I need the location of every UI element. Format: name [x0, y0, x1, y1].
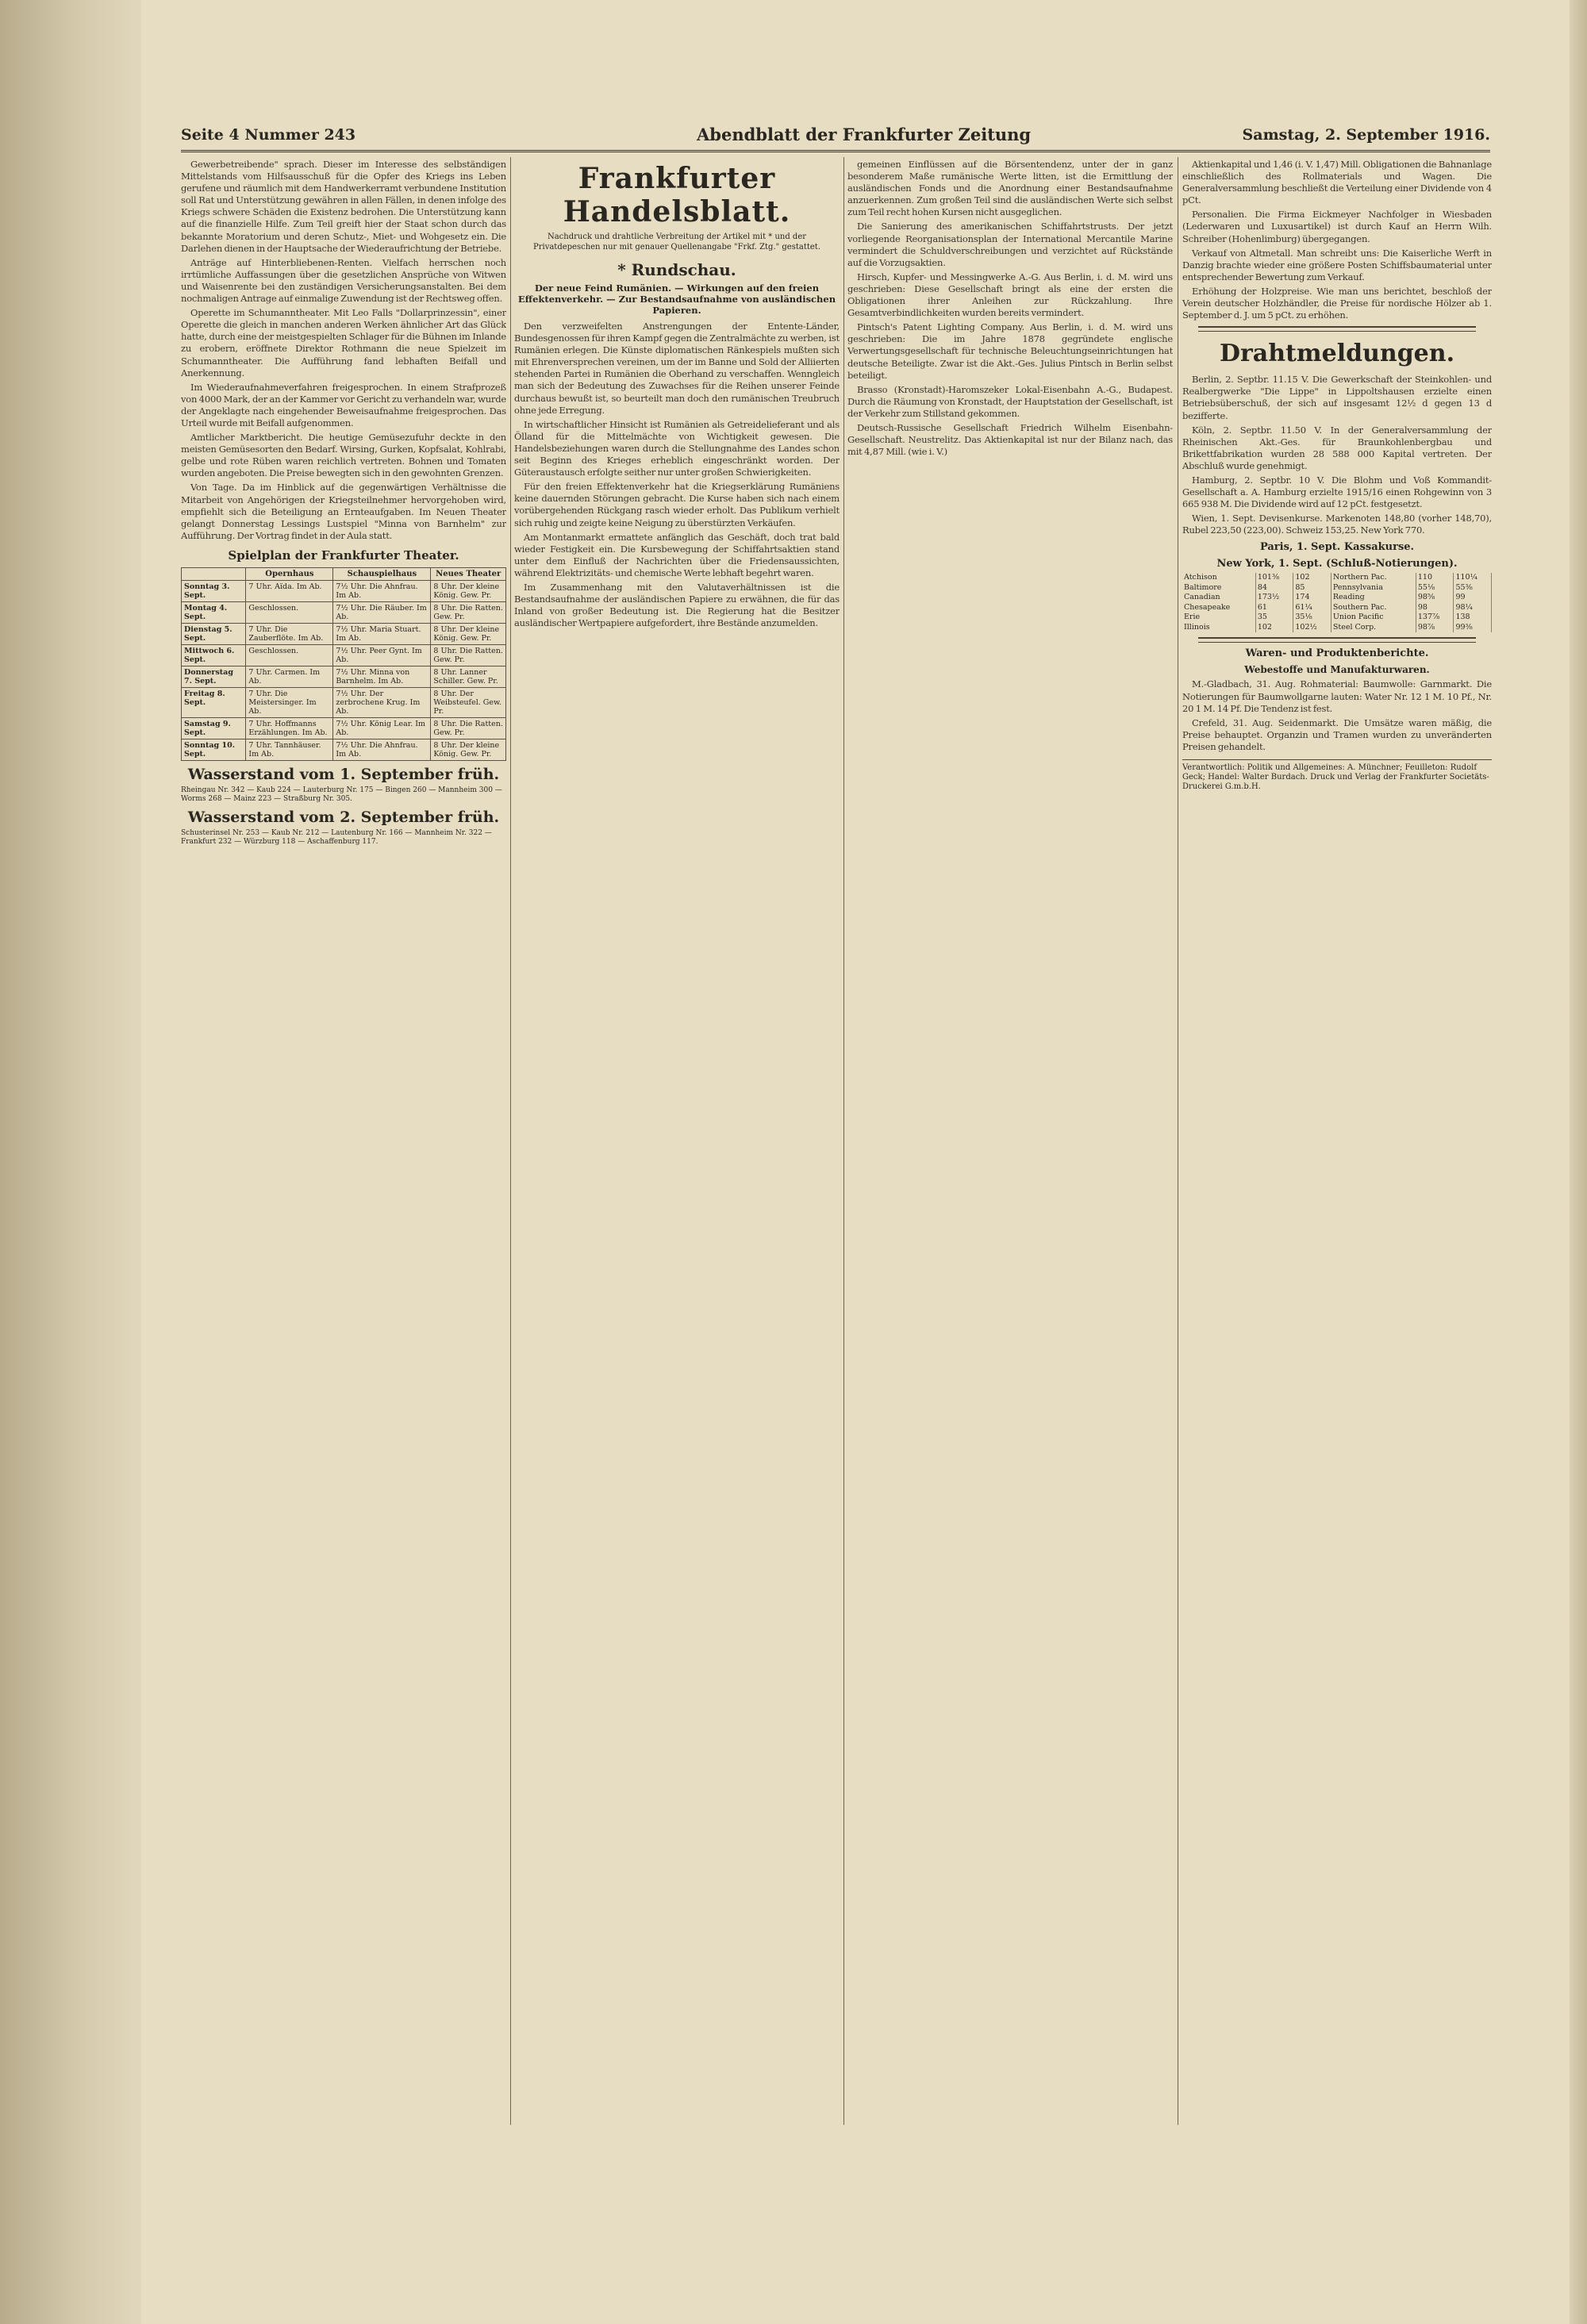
table-row	[182, 601, 506, 623]
local-news-text	[181, 159, 506, 542]
article-paragraph: Die Sanierung des amerikanischen Schiffahrtstrusts. Der jetzt vorliegende Reorganisationsplan der International Mercantile Marine vermindert die Schuldverschreibungen und verzichtet auf Rückstände auf die Vorzugsaktien.	[847, 221, 1173, 268]
table-cell: 7½ Uhr. Die Ahnfrau. Im Ab.	[333, 580, 431, 601]
theater-schedule-table	[181, 567, 506, 761]
article-paragraph: Am Montanmarkt ermattete anfänglich das Geschäft, doch trat bald wieder Festigkeit ein. Die Kursbewegung der Schiffahrtsaktien stand unter dem Einfluß der Nachrichten über die Friedensaussichten, während Elektrizitäts- und chemische Werte lebhaft begehrt waren.	[514, 531, 840, 578]
table-cell: 99⅜	[1454, 623, 1492, 633]
article-paragraph: Hamburg, 2. Septbr. 10 V. Die Blohm und Voß Kommandit-Gesellschaft a. A. Hamburg erzielte 1915/16 einen Rohgewinn von 3 665 938 M. Die Dividende wird auf 12 pCt. festgesetzt.	[1182, 474, 1492, 510]
drahtmeldungen-title: Drahtmeldungen.	[1219, 340, 1455, 368]
table-cell: Dienstag 5. Sept.	[182, 623, 246, 644]
table-cell: Chesapeake	[1182, 603, 1255, 613]
table-cell: 7 Uhr. Hoffmanns Erzählungen. Im Ab.	[246, 717, 333, 739]
table-cell: Pennsylvania	[1331, 583, 1416, 593]
table-row	[182, 644, 506, 666]
article-paragraph: Crefeld, 31. Aug. Seidenmarkt. Die Umsätze waren mäßig, die Preise behauptet. Organzin und Tramen wurden zu unveränderten Preisen gehandelt.	[1182, 716, 1492, 752]
table-cell: 102	[1293, 573, 1331, 583]
article-paragraph: Amtlicher Marktbericht. Die heutige Gemüsezufuhr deckte in den meisten Gemüsesorten den Bedarf. Wirsing, Gurken, Kopfsalat, Kohlrabi, gelbe und rote Rüben waren reichlich vertreten. Bohnen und Tomaten wurden angeboten. Die Preise bewegten sich in den gewohnten Grenzen.	[181, 432, 506, 479]
article-paragraph: Deutsch-Russische Gesellschaft Friedrich Wilhelm Eisenbahn-Gesellschaft. Neustrelitz. Das Aktienkapital ist nur der Bilanz nach, das mit 4,87 Mill. (wie i. V.)	[847, 421, 1173, 458]
table-cell: 98	[1416, 603, 1454, 613]
newyork-quotes-title: New York, 1. Sept. (Schluß-Notierungen).	[1216, 558, 1458, 570]
table-cell: 101⅜	[1255, 573, 1293, 583]
lead-summary: Der neue Feind Rumänien. — Wirkungen auf den freien Effektenverkehr. — Zur Bestandsaufnahme von ausländischen Papieren.	[517, 282, 836, 316]
handelsblatt-masthead: Frankfurter Handelsblatt.	[563, 162, 791, 229]
table-cell: Union Pacific	[1331, 613, 1416, 623]
table-cell: 102½	[1293, 623, 1331, 633]
table-cell: 61	[1255, 603, 1293, 613]
table-cell: Sonntag 3. Sept.	[182, 580, 246, 601]
table-row	[182, 623, 506, 644]
table-header-cell: Opernhaus	[246, 567, 333, 580]
article-paragraph: Berlin, 2. Septbr. 11.15 V. Die Gewerkschaft der Steinkohlen- und Realbergwerke "Die Lippe" in Lippoltshausen erzielte einen Betriebsüberschuß, der sich auf insgesamt 12½ d gegen 13 d bezifferte.	[1182, 374, 1492, 421]
newspaper-title: Abendblatt der Frankfurter Zeitung	[697, 125, 1032, 144]
table-row	[1182, 583, 1492, 593]
section-title: * Rundschau.	[617, 260, 736, 279]
article-paragraph: Von Tage. Da im Hinblick auf die gegenwärtigen Verhältnisse die Mitarbeit von Angehörigen der Kriegsteilnehmer hervorgehoben wird, empfiehlt sich die Beteiligung an Ernteaufgaben. Im Neuen Theater gelangt Donnerstag Lessings Lustspiel "Minna von Barnhelm" zur Aufführung. Der Vortrag findet in der Aula statt.	[181, 482, 506, 541]
company-news-text	[847, 159, 1173, 458]
table-cell: 61¼	[1293, 603, 1331, 613]
article-paragraph: Köln, 2. Septbr. 11.50 V. In der Generalversammlung der Rheinischen Akt.-Ges. für Braunkohlenbergbau und Brikettfabrikation wurden 28 588 000 Kapital vertreten. Der Abschluß wurde genehmigt.	[1182, 424, 1492, 471]
article-paragraph: Den verzweifelten Anstrengungen der Entente-Länder, Bundesgenossen für ihren Kampf gegen die Zentralmächte zu werben, ist Rumänien erlegen. Die Künste diplomatischen Ränkespiels mußten sich mit Ehrenversprechen vereinen, um der im Banne und Sold der Alliierten stehenden Partei in Rumänien die Oberhand zu verschaffen. Wenngleich man sich der Bedeutung des Zuwachses für die Reihen unserer Feinde durchaus bewußt ist, so beurteilt man doch den rumänischen Treubruch ohne jede Erregung.	[514, 321, 840, 416]
article-paragraph: Aktienkapital und 1,46 (i. V. 1,47) Mill. Obligationen die Bahnanlage einschließlich des Rollmaterials und Wagen. Die Generalversammlung beschließt die Verteilung einer Dividende von 4 pCt.	[1182, 159, 1492, 206]
table-cell: Donnerstag 7. Sept.	[182, 666, 246, 687]
table-cell: Montag 4. Sept.	[182, 601, 246, 623]
table-cell: 8 Uhr. Der kleine König. Gew. Pr.	[431, 739, 506, 760]
table-cell: Canadian	[1182, 593, 1255, 603]
table-cell: 7½ Uhr. Maria Stuart. Im Ab.	[333, 623, 431, 644]
table-header-row	[182, 567, 506, 580]
column-market-reports	[1182, 159, 1492, 2063]
table-cell: 7½ Uhr. Die Ahnfrau. Im Ab.	[333, 739, 431, 760]
table-cell: 7 Uhr. Die Zauberflöte. Im Ab.	[246, 623, 333, 644]
table-cell: 85	[1293, 583, 1331, 593]
article-paragraph: Brasso (Kronstadt)-Haromszeker Lokal-Eisenbahn A.-G., Budapest. Durch die Räumung von Kronstadt, der Hauptstation der Gesellschaft, ist der Verkehr zum Stillstand gekommen.	[847, 383, 1173, 419]
table-cell: Southern Pac.	[1331, 603, 1416, 613]
market-notes-text	[1182, 159, 1492, 321]
imprint-footer: Verantwortlich: Politik und Allgemeines: A. Münchner; Feuilleton: Rudolf Geck; Handel: Walter Burdach. Druck und Verlag der Frankfurter Societäts-Druckerei G.m.b.H.	[1182, 759, 1492, 792]
table-cell: 110	[1416, 573, 1454, 583]
table-cell: 99	[1454, 593, 1492, 603]
table-cell: 8 Uhr. Der Weibsteufel. Gew. Pr.	[431, 687, 506, 717]
waren-title: Waren- und Produktenberichte.	[1245, 647, 1429, 660]
table-cell: Reading	[1331, 593, 1416, 603]
article-paragraph: Operette im Schumanntheater. Mit Leo Falls "Dollarprinzessin", einer Operette die gleich in manchen anderen Werken ähnlicher Art das Glück hatte, durch eine der meistgespielten Schlager für die Bühnen im Inlande zu erobern, eröffnete Direktor Rothmann die neue Spielzeit im Schumanntheater. Die Aufführung fand lebhaften Beifall und Anerkennung.	[181, 307, 506, 378]
article-paragraph: Verkauf von Altmetall. Man schreibt uns: Die Kaiserliche Werft in Danzig brachte wieder eine größere Posten Schiffsbaumaterial unter entsprechender Bewertung zum Verkauf.	[1182, 247, 1492, 282]
paris-quotes-title: Paris, 1. Sept. Kassakurse.	[1259, 541, 1415, 554]
article-paragraph: Personalien. Die Firma Eickmeyer Nachfolger in Wiesbaden (Lederwaren und Luxusartikel) ist durch Kauf an Herrn Wilh. Schreiber (Hohenlimburg) übergegangen.	[1182, 209, 1492, 244]
table-cell: 110¼	[1454, 573, 1492, 583]
table-cell: Erie	[1182, 613, 1255, 623]
column-handelsblatt	[514, 159, 840, 2126]
article-paragraph: Wien, 1. Sept. Devisenkurse. Markenoten 148,80 (vorher 148,70), Rubel 223,50 (223,00). Schweiz 153,25. New York 770.	[1182, 513, 1492, 536]
table-cell: 8 Uhr. Die Ratten. Gew. Pr.	[431, 644, 506, 666]
table-cell: Freitag 8. Sept.	[182, 687, 246, 717]
newyork-quotes-table	[1182, 573, 1492, 632]
theater-schedule-title: Spielplan der Frankfurter Theater.	[228, 547, 459, 563]
book-binding-gutter	[0, 0, 141, 2324]
article-paragraph: gemeinen Einflüssen auf die Börsentendenz, unter der in ganz besonderem Maße rumänische Werte litten, ist die Ermittlung der ausländischen Fonds und die Anordnung einer Bestandsaufnahme anzuerkennen. Zum großen Teil sind die ausländischen Werte sich selbst zum Teil recht hohen Kursen nicht ausgeglichen.	[847, 159, 1173, 218]
article-paragraph: M.-Gladbach, 31. Aug. Rohmaterial: Baumwolle: Garnmarkt. Die Notierungen für Baumwollgarne lauten: Water Nr. 12 1 M. 10 Pf., Nr. 20 1 M. 14 Pf. Die Tendenz ist fest.	[1182, 678, 1492, 714]
table-cell: Samstag 9. Sept.	[182, 717, 246, 739]
page-header	[181, 121, 1490, 152]
water-level-title-2: Wasserstand vom 2. September früh.	[187, 808, 500, 826]
article-paragraph: Für den freien Effektenverkehr hat die Kriegserklärung Rumäniens keine dauernden Störungen gebracht. Die Kurse haben sich nach einem vorübergehenden Rückgang rasch wieder erholt. Das Publikum verhielt sich ruhig und zeigte keine Neigung zu überstürzten Verkäufen.	[514, 481, 840, 528]
table-cell: 55⅜	[1454, 583, 1492, 593]
page-edge	[1570, 0, 1587, 2324]
table-header-cell: Neues Theater	[431, 567, 506, 580]
column-local-news	[181, 159, 506, 2118]
table-cell: 7½ Uhr. Minna von Barnhelm. Im Ab.	[333, 666, 431, 687]
table-cell: 174	[1293, 593, 1331, 603]
article-paragraph: Pintsch's Patent Lighting Company. Aus Berlin, i. d. M. wird uns geschrieben: Die im Jahre 1878 gegründete englische Verwertungsgesellschaft für technische Beleuchtungseinrichtungen hat deutsche Beteiligte. Zwar ist die Akt.-Ges. Julius Pintsch in Berlin selbst beteiligt.	[847, 321, 1173, 381]
table-cell: Steel Corp.	[1331, 623, 1416, 633]
table-cell: 84	[1255, 583, 1293, 593]
table-row	[182, 580, 506, 601]
table-cell: Sonntag 10. Sept.	[182, 739, 246, 760]
table-cell: 35	[1255, 613, 1293, 623]
table-row	[1182, 623, 1492, 633]
water-level-data-2: Schusterinsel Nr. 253 — Kaub Nr. 212 — Lautenburg Nr. 166 — Mannheim Nr. 322 — Frankfurt 232 — Würzburg 118 — Aschaffenburg 117.	[181, 828, 492, 846]
water-level-title-1: Wasserstand vom 1. September früh.	[187, 765, 500, 783]
table-cell: 8 Uhr. Der kleine König. Gew. Pr.	[431, 623, 506, 644]
table-header-cell: Schauspielhaus	[333, 567, 431, 580]
column-rule	[510, 157, 511, 2125]
table-cell: 137⅞	[1416, 613, 1454, 623]
table-cell: 98⅞	[1416, 623, 1454, 633]
table-cell: 35⅛	[1293, 613, 1331, 623]
ornament-divider	[1198, 637, 1476, 643]
table-cell: 8 Uhr. Der kleine König. Gew. Pr.	[431, 580, 506, 601]
table-cell: 98⅝	[1416, 593, 1454, 603]
table-row	[182, 739, 506, 760]
table-cell: 98¼	[1454, 603, 1492, 613]
table-cell: 138	[1454, 613, 1492, 623]
table-cell: Northern Pac.	[1331, 573, 1416, 583]
table-header-cell	[182, 567, 246, 580]
table-row	[182, 687, 506, 717]
rundschau-text	[514, 321, 840, 629]
table-cell: Illinois	[1182, 623, 1255, 633]
table-cell: 7½ Uhr. Peer Gynt. Im Ab.	[333, 644, 431, 666]
drahtmeldungen-text	[1182, 374, 1492, 536]
table-row	[1182, 603, 1492, 613]
table-cell: Baltimore	[1182, 583, 1255, 593]
article-paragraph: Anträge auf Hinterbliebenen-Renten. Vielfach herrschen noch irrtümliche Auffassungen über die gesetzlichen Ansprüche von Witwen und Waisenrente bei den zuständigen Versicherungsanstalten. Bei dem nochmaligen Antrage auf einmalige Zuwendung ist der Rechtsweg offen.	[181, 256, 506, 305]
article-paragraph: Erhöhung der Holzpreise. Wie man uns berichtet, beschloß der Verein deutscher Holzhändler, die Preise für nordische Hölzer ab 1. September d. J. um 5 pCt. zu erhöhen.	[1182, 285, 1492, 321]
table-cell: 7 Uhr. Aïda. Im Ab.	[246, 580, 333, 601]
column-rule	[843, 157, 844, 2125]
table-cell: 7½ Uhr. Der zerbrochene Krug. Im Ab.	[333, 687, 431, 717]
table-row	[1182, 613, 1492, 623]
article-paragraph: Gewerbetreibende" sprach. Dieser im Interesse des selbständigen Mittelstands vom Hilfsausschuß für die Opfer des Kriegs ins Leben gerufene und räumlich mit dem Handwerkerramt verbundene Institution soll Rat und Unterstützung gewähren in allen Fällen, in denen infolge des Kriegs schwere Schäden die Existenz bedrohen. Die Unterstützung kann auf die finanzielle Hilfe. Zum Teil greift hier der Staat schon durch das bekannte Moratorium und deren Schutz-, Miet- und Wohgesetz ein. Die Darlehen dienen in der Hauptsache der Wiederaufrichtung der Betriebe.	[181, 159, 506, 254]
article-paragraph: Im Wiederaufnahmeverfahren freigesprochen. In einem Strafprozeß von 4000 Mark, der an der Kammer vor Gericht zu verhandeln war, wurde der Angeklagte nach eingehender Beweisaufnahme freigesprochen. Das Urteil wurde mit Beifall aufgenommen.	[181, 381, 506, 428]
reprint-notice: Nachdruck und drahtliche Verbreitung der Artikel mit * und der Privatdepeschen nur mit genauer Quellenangabe "Frkf. Ztg." gestattet.	[532, 232, 820, 252]
table-cell: 7½ Uhr. Die Räuber. Im Ab.	[333, 601, 431, 623]
article-paragraph: Im Zusammenhang mit den Valutaverhältnissen ist die Bestandsaufnahme der ausländischen Papiere zu erwähnen, die für das Inland von großer Bedeutung ist. Die Regierung hat die Besitzer ausländischer Wertpapiere aufgefordert, ihre Bestände anzumelden.	[514, 581, 840, 629]
table-cell: 8 Uhr. Die Ratten. Gew. Pr.	[431, 601, 506, 623]
table-cell: Geschlossen.	[246, 644, 333, 666]
table-row	[182, 666, 506, 687]
table-cell: 55⅛	[1416, 583, 1454, 593]
table-row	[1182, 593, 1492, 603]
table-cell: 8 Uhr. Die Ratten. Gew. Pr.	[431, 717, 506, 739]
table-cell: 102	[1255, 623, 1293, 633]
table-cell: 7 Uhr. Carmen. Im Ab.	[246, 666, 333, 687]
table-cell: 173½	[1255, 593, 1293, 603]
waren-text	[1182, 678, 1492, 753]
table-cell: Geschlossen.	[246, 601, 333, 623]
water-level-data-1: Rheingau Nr. 342 — Kaub 224 — Lauterburg Nr. 175 — Bingen 260 — Mannheim 300 — Worms 268 — Mainz 223 — Straßburg Nr. 305.	[181, 786, 502, 803]
table-row	[182, 717, 506, 739]
article-paragraph: Hirsch, Kupfer- und Messingwerke A.-G. Aus Berlin, i. d. M. wird uns geschrieben: Diese Gesellschaft bringt als eine der ersten die Obligationen ihrer Anleihen zur Rückzahlung. Ihre Gesamtverbindlichkeiten wurden bereits vermindert.	[847, 271, 1173, 319]
page-number: Seite 4 Nummer 243	[181, 126, 356, 144]
table-cell: Mittwoch 6. Sept.	[182, 644, 246, 666]
ornament-divider	[1198, 326, 1476, 332]
article-paragraph: In wirtschaftlicher Hinsicht ist Rumänien als Getreidelieferant und als Ölland für die Mittelmächte von Wichtigkeit gewesen. Die Handelsbeziehungen waren durch die Stellungnahme des Landes schon seit Beginn des Krieges erheblich eingeschränkt worden. Der Güteraustausch erfolgte seither nur unter großen Schwierigkeiten.	[514, 418, 840, 478]
table-cell: 7 Uhr. Die Meistersinger. Im Ab.	[246, 687, 333, 717]
issue-date: Samstag, 2. September 1916.	[1242, 126, 1490, 144]
table-row	[1182, 573, 1492, 583]
table-cell: Atchison	[1182, 573, 1255, 583]
column-company-news	[847, 159, 1173, 2126]
table-cell: 7½ Uhr. König Lear. Im Ab.	[333, 717, 431, 739]
waren-subtitle: Webestoffe und Manufakturwaren.	[1244, 664, 1430, 676]
table-cell: 8 Uhr. Lanner Schiller. Gew. Pr.	[431, 666, 506, 687]
table-cell: 7 Uhr. Tannhäuser. Im Ab.	[246, 739, 333, 760]
